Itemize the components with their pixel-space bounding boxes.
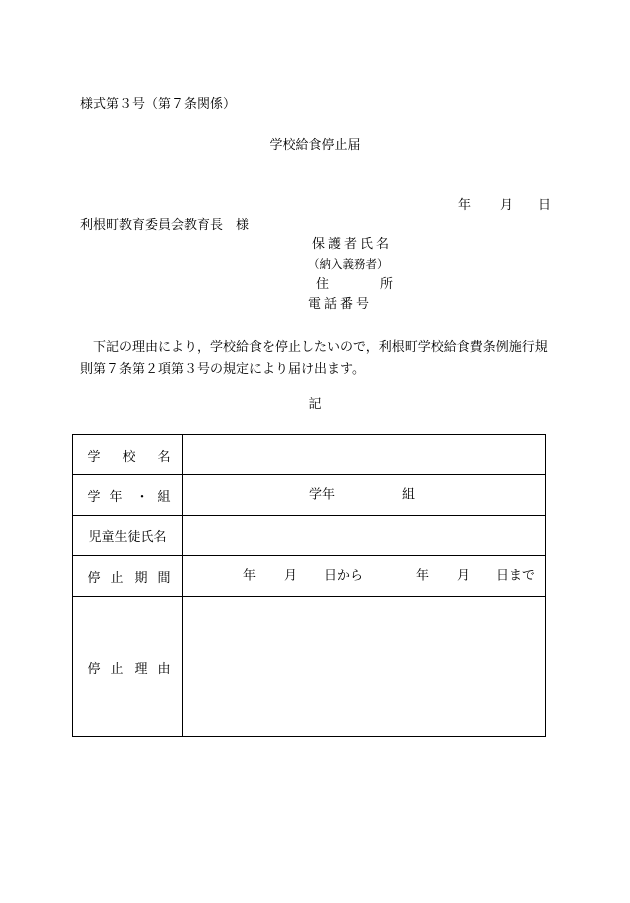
grade-year-unit: 学年 [309,487,336,503]
address-label-second: 所 [380,277,394,292]
label-char: 停 [87,571,101,586]
table-row-student [73,516,546,556]
school-name-field[interactable] [183,435,546,475]
addressee: 利根町教育委員会教育長 様 [80,218,250,233]
label-char: 止 [110,571,124,586]
period-from-day: 日から [324,568,364,584]
label-char: 校 [122,449,136,465]
suspension-period-field[interactable] [183,556,546,597]
grade-class-field[interactable] [183,475,546,516]
label-char: ・ [135,490,149,505]
table-row-period [73,556,546,597]
label-char: 停 [87,661,101,677]
label-char: 学 [87,490,101,505]
label-char: 止 [110,661,124,677]
suspension-reason-label [73,597,183,737]
form-number: 様式第３号（第７条関係） [80,97,237,112]
school-name-label [73,435,183,475]
label-char: 由 [157,661,171,677]
label-char: 間 [157,571,171,586]
period-to-day: 日まで [496,568,536,584]
period-from-month: 月 [284,568,298,584]
form-title: 学校給食停止届 [269,138,361,153]
grade-class-unit: 組 [402,487,416,503]
period-to-year: 年 [416,568,430,584]
table-row-grade [73,475,546,516]
label-char: 年 [109,490,123,505]
label-char: 理 [134,661,148,677]
label-char: 名 [157,449,171,465]
table-row-school [73,435,546,475]
label-char: 組 [157,490,171,505]
phone-label: 電話番号 [308,297,373,312]
guardian-name-label: 保護者氏名 [312,237,393,252]
submission-date-line [440,199,550,213]
address-label-first: 住 [316,277,330,292]
date-year-label: 年 [458,198,472,213]
ki-heading: 記 [308,397,322,412]
date-month-label: 月 [500,198,514,213]
label-char: 期 [134,571,148,586]
form-table [72,434,546,737]
grade-class-label [73,475,183,516]
suspension-reason-field[interactable] [183,597,546,737]
payer-note: （納入義務者） [308,257,389,271]
student-name-label: 児童生徒氏名 [73,516,183,556]
label-char: 学 [87,449,101,465]
date-day-label: 日 [538,198,552,213]
period-from-year: 年 [243,568,257,584]
suspension-period-label [73,556,183,597]
body-text: 下記の理由により，学校給食を停止したいので，利根町学校給食費条例施行規則第７条第２項第３号の規定により届け出ます。 [80,340,548,377]
table-row-reason [73,597,546,737]
student-name-field[interactable] [183,516,546,556]
period-to-month: 月 [457,568,471,584]
